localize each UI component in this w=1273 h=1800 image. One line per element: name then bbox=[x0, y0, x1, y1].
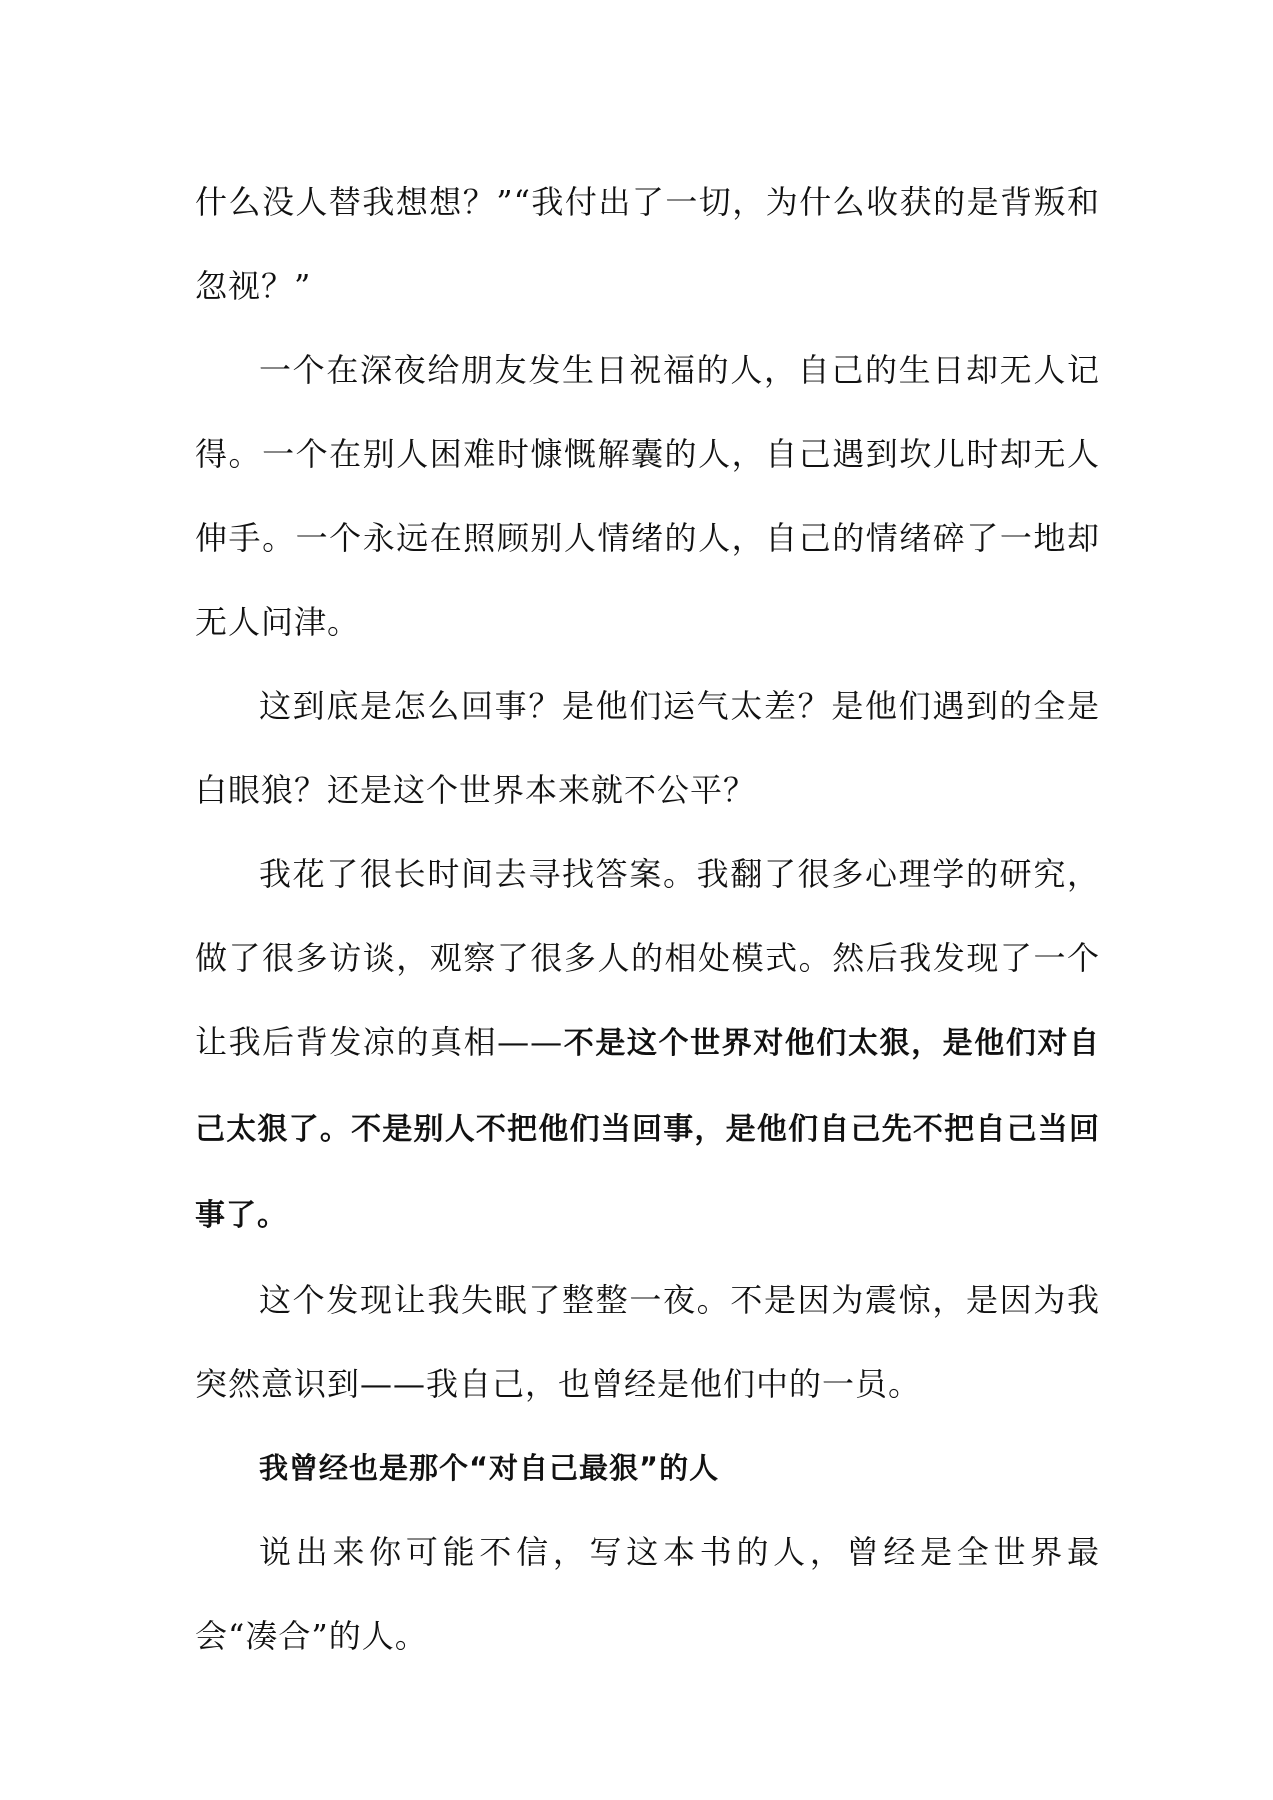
paragraph-examples: 一个在深夜给朋友发生日祝福的人，自己的生日却无人记得。一个在别人困难时慷慨解囊的人，自己遇到坎儿时却无人伸手。一个永远在照顾别人情绪的人，自己的情绪碎了一地却无人问津。 bbox=[195, 351, 1100, 641]
paragraph-discovery bbox=[195, 832, 1100, 1258]
paragraph-realization: 这个发现让我失眠了整整一夜。不是因为震惊，是因为我突然意识到——我自己，也曾经是他们中的一员。 bbox=[195, 1281, 1100, 1403]
document-page bbox=[195, 160, 1100, 1678]
paragraph-author-confession: 说出来你可能不信，写这本书的人，曾经是全世界最会“凑合”的人。 bbox=[195, 1533, 1100, 1655]
paragraph-continuation: 什么没人替我想想？”“我付出了一切，为什么收获的是背叛和忽视？” bbox=[195, 183, 1100, 305]
section-heading: 我曾经也是那个“对自己最狠”的人 bbox=[259, 1451, 720, 1485]
discovery-bold-text: 不是这个世界对他们太狠，是他们对自己太狠了。不是别人不把他们当回事，是他们自己先不把自己当回事了。 bbox=[195, 1026, 1100, 1233]
discovery-text: 我花了很长时间去寻找答案。我翻了很多心理学的研究，做了很多访谈，观察了很多人的相处模式。然后我发现了一个让我后背发凉的真相—— bbox=[195, 855, 1100, 1061]
paragraph-questions: 这到底是怎么回事？是他们运气太差？是他们遇到的全是白眼狼？还是这个世界本来就不公平？ bbox=[195, 687, 1100, 809]
